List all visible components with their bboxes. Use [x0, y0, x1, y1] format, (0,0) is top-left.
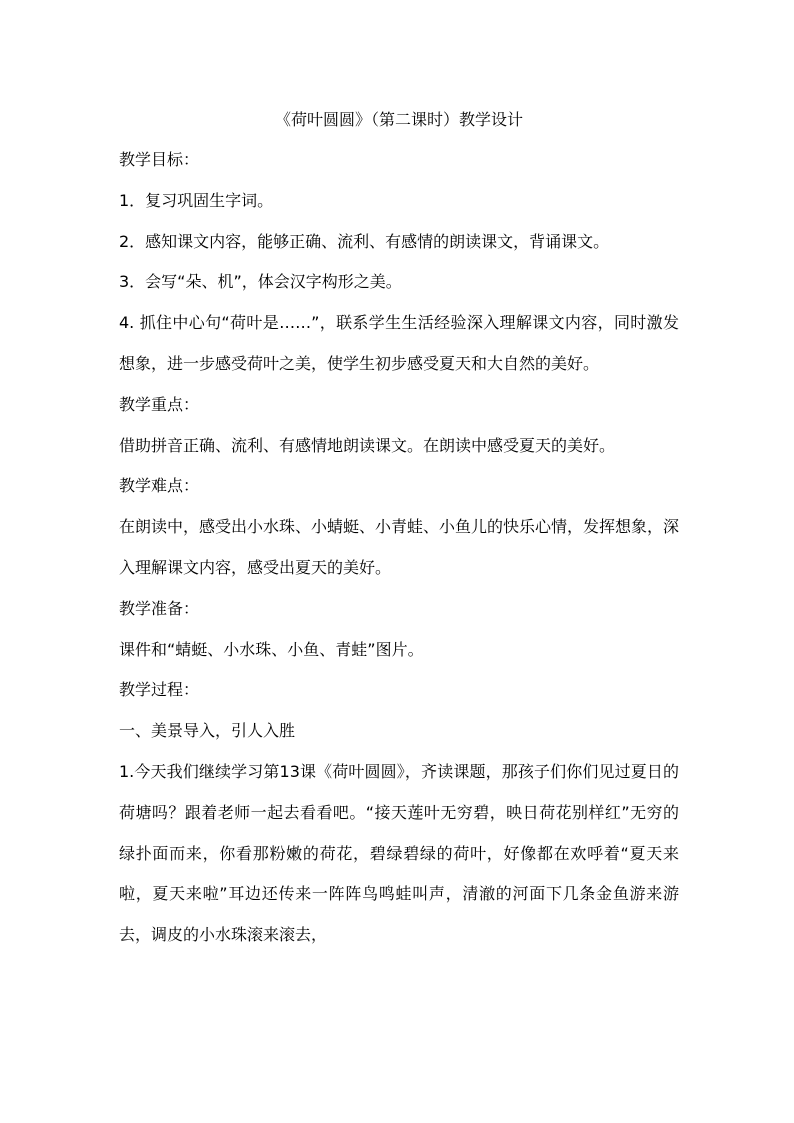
- key-points-text: 借助拼音正确、流利、有感情地朗读课文。在朗读中感受夏天的美好。: [119, 435, 616, 455]
- key-points-heading: 教学重点：: [119, 394, 200, 414]
- objective-item: 1．复习巩固生字词。: [119, 190, 274, 210]
- difficulties-text: 在朗读中，感受出小水珠、小蜻蜓、小青蛙、小鱼儿的快乐心情，发挥想象，深入理解课文内容，感受出夏天的美好。: [119, 517, 680, 577]
- preparation-heading: 教学准备：: [119, 598, 200, 618]
- section-text: 1.今天我们继续学习第13课《荷叶圆圆》，齐读课题，那孩子们你们见过夏日的荷塘吗？跟着老师一起去看看吧。“接天莲叶无穷碧，映日荷花别样红”无穷的绿扑面而来，你看那粉嫩的荷花，碧绿碧绿的荷叶，好像都在欢呼着“夏天来啦，夏天来啦”耳边还传来一阵阵鸟鸣蛙叫声，清澈的河面下几条金鱼游来游去，调皮的小水珠滚来滚去，: [119, 761, 679, 945]
- preparation-text: 课件和“蜻蜓、小水珠、小鱼、青蛙”图片。: [119, 639, 424, 659]
- objective-item: 3．会写“朵、机”，体会汉字构形之美。: [119, 272, 402, 292]
- document-title: 《荷叶圆圆》（第二课时）教学设计: [274, 110, 523, 129]
- document-page: [119, 100, 679, 956]
- process-heading: 教学过程：: [119, 680, 200, 700]
- objective-item: 2．感知课文内容，能够正确、流利、有感情的朗读课文，背诵课文。: [119, 231, 610, 251]
- section-heading: 一、美景导入，引人入胜: [119, 721, 296, 741]
- difficulties-heading: 教学难点：: [119, 476, 200, 496]
- objective-item: 4. 抓住中心句“荷叶是……”，联系学生生活经验深入理解课文内容，同时激发想象，进一步感受荷叶之美，使学生初步感受夏天和大自然的美好。: [119, 313, 679, 373]
- objectives-heading: 教学目标：: [119, 150, 200, 169]
